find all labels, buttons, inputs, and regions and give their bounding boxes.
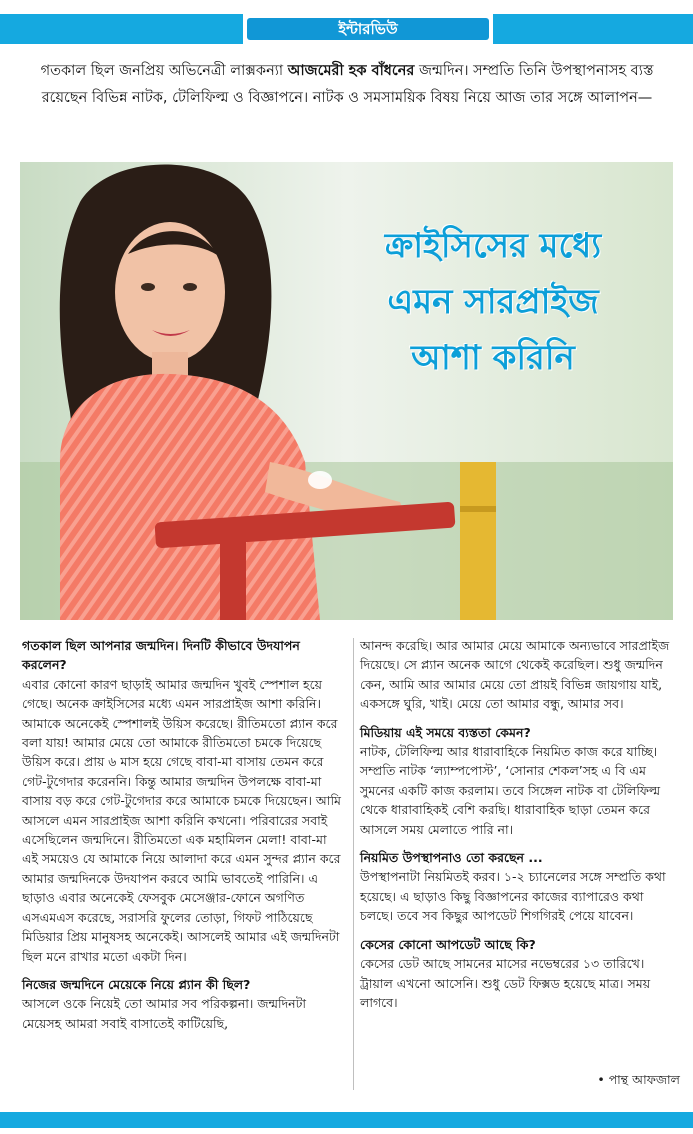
answer-1: এবার কোনো কারণ ছাড়াই আমার জন্মদিন খুবই স্পেশাল হয়ে গেছে। অনেক ক্রাইসিসের মধ্যে এমন সারপ্রাইজ আশা করিনি। আমাকে অনেকেই স্পেশালই উয়িস করেছে। রীতিমতো প্ল্যান করে বলা যায়! আমার মেয়ে তো আমাকে রীতিমতো চমকে দিয়েছে উয়িস করে। প্রায় ৬ মাস হয়ে গেছে বাবা-মা বাসায় তেমন করে গেট-টুগেদার করেননি। কিন্তু আমার জন্মদিন উপলক্ষে বাবা-মা বাসায় বড় করে গেট-টুগেদার করে আমাকে চমকে দিয়েছেন। আমি আসলে এমন সারপ্রাইজ আশা করিনি কখনো। পরিবারের সবাই এসেছিলেন জন্মদিনে। রীতিমতো এক মহামিলন মেলা! বাবা-মা এই সময়েও যে আমাকে নিয়ে আলাদা করে এমন সুন্দর প্ল্যান করে আমার জন্মদিনকে উদযাপন করবে আমি ভাবতেই পারিনি। এ ছাড়াও এবার অনেকেই ফেসবুক মেসেঞ্জার-ফোনে অগণিত এসএমএস করেছে, সরাসরি ফুলের তোড়া, গিফট পাঠিয়েছে মিডিয়ার প্রিয় মানুষসহ অনেকেই। আসলেই আমার এই জন্মদিনটা ছিল মনে রাখার মতো একটা দিন। [22,676,341,964]
question-5: কেসের কোনো আপডেট আছে কি? [360,936,536,952]
question-1: গতকাল ছিল আপনার জন্মদিন। দিনটি কীভাবে উদযাপন করলেন? [22,638,300,673]
bracelet-shape [308,471,332,489]
answer-4: উপস্থাপনাটা নিয়মিতই করব। ১-২ চ্যানেলের সঙ্গে সম্প্রতি কথা হয়েছে। এ ছাড়াও কিছু বিজ্ঞাপনের কাজের ব্যাপারেও কথা চলছে। তবে সব কিছুর আপডেট শিগগিরই পেয়ে যাবেন। [360,869,666,924]
headline [318,218,668,386]
section-tag [243,14,493,44]
question-3: মিডিয়ায় এই সময়ে ব্যস্ততা কেমন? [360,724,531,740]
column-left [22,636,344,1033]
headline-line-2: এমন সারপ্রাইজ [387,282,599,322]
headline-line-1: ক্রাইসিসের মধ্যে [384,226,602,266]
answer-5: কেসের ডেট আছে সামনের মাসের নভেম্বরের ১৩ তারিখে। ট্রায়াল এখনো আসেনি। শুধু ডেট ফিক্সড হয়েছে মাত্র। সময় লাগবে। [360,956,651,1010]
answer-3: নাটক, টেলিফিল্ম আর ধারাবাহিকে নিয়মিত কাজ করে যাচ্ছি। সম্প্রতি নাটক ‘ল্যাম্পপোস্ট’, ‘সোনার শেকল’সহ এ বি এম সুমনের একটি কাজ করলাম। তবে সিঙ্গেল নাটক বা টেলিফিল্ম থেকে ধারাবাহিকই বেশি করছি। ধারাবাহিক ছাড়া তেমন করে আসলে সময় মেলাতে পারি না। [360,744,661,837]
column-divider [353,638,354,1090]
section-tag-label: ইন্টারভিউ [247,18,489,40]
intro-paragraph [22,58,672,112]
answer-2-continued: আনন্দ করেছি। আর আমার মেয়ে আমাকে অন্যভাবে সারপ্রাইজ দিয়েছে। সে প্ল্যান অনেক আগে থেকেই করেছিল। শুধু জন্মদিন কেন, আমি আর আমার মেয়ে তো প্রায়ই বিভিন্ন জায়গায় যাই, একসঙ্গে ঘুরি, খাই। মেয়ে তো আমার বন্ধু, আমার সব। [360,638,670,712]
column-right [360,636,676,1012]
question-2: নিজের জন্মদিনে মেয়েকে নিয়ে প্ল্যান কী ছিল? [22,976,251,992]
red-post [220,532,246,620]
bottom-accent-bar [0,1112,693,1128]
author-byline: • পান্থ আফজাল [597,1072,680,1087]
intro-text-end: জন্মদিন। সম্প্রতি তিনি উপস্থাপনাসহ ব্যস্ত রয়েছেন বিভিন্ন নাটক, টেলিফিল্ম ও বিজ্ঞাপনে। নাটক ও সমসাময়িক বিষয় নিয়ে আজ তার সঙ্গে আলাপন— [41,63,654,106]
intro-actress-name: আজমেরী হক বাঁধনের [287,63,415,79]
answer-2: আসলে ওকে নিয়েই তো আমার সব পরিকল্পনা। জন্মদিনটা মেয়েসহ আমরা সবাই বাসাতেই কাটিয়েছি, [22,996,307,1031]
question-4: নিয়মিত উপস্থাপনাও তো করছেন ... [360,850,543,866]
yellow-post [460,462,496,620]
intro-text-start: গতকাল ছিল জনপ্রিয় অভিনেত্রী লাক্সকন্যা [40,63,288,79]
headline-line-3: আশা করিনি [411,338,575,378]
